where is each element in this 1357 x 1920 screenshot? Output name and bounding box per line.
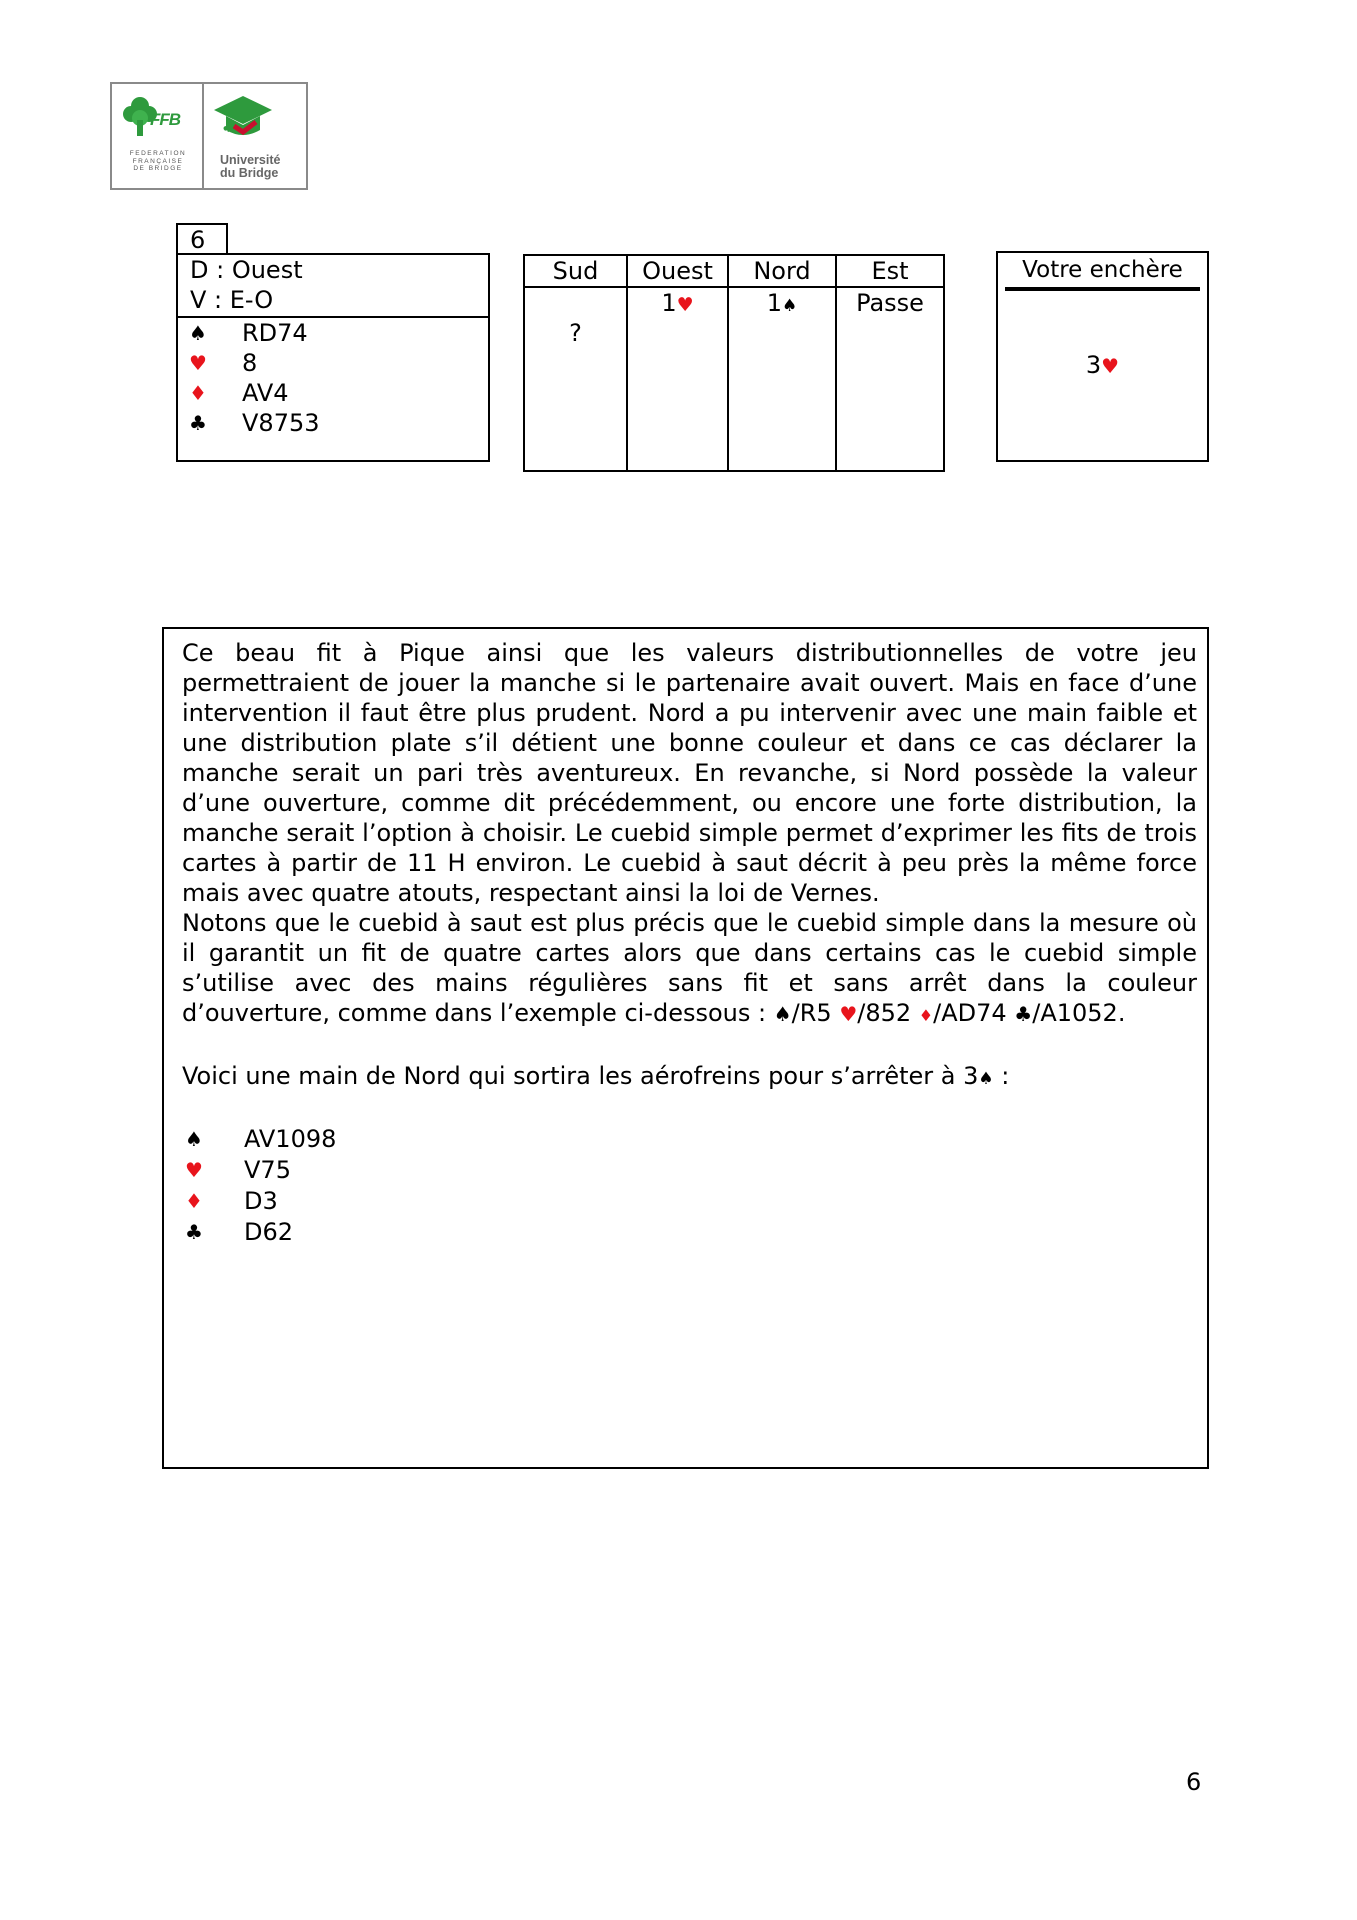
north-spade-cards: AV1098 [244,1125,337,1153]
page-number: 6 [1186,1768,1202,1796]
north-club-cards: D62 [244,1218,294,1246]
commentary-paragraph-2 [182,908,1197,1031]
club-icon: ♣ [189,411,207,435]
club-cards: V8753 [242,409,320,437]
dealer-label: D : Ouest [190,256,303,284]
commentary-p2-text: Notons que le cuebid à saut est plus précis que le cuebid simple dans la mesure où il garantit un fit de quatre cartes alors que dans certains cas le cuebid simple s’utilise avec des mains régulières sans fit et sans arrêt dans la couleur d’ouverture, comme dans l’exemple ci-dessous : [182,909,1197,1027]
diamond-icon: ♦ [185,1189,203,1213]
logo-divider [202,84,204,188]
north-hand-row [182,1217,1197,1248]
bid-nord-cell [728,287,836,471]
answer-level: 3 [1085,351,1102,379]
club-icon: ♣ [185,1220,203,1244]
answer-underline [1005,287,1200,291]
club-icon: ♣ [1014,1002,1033,1026]
ffb-wordmark: FFB [150,110,181,129]
example-club-cards: /A1052. [1032,999,1126,1027]
ffb-logo [110,82,308,190]
heart-icon: ♥ [185,1158,203,1182]
answer-bid [998,350,1207,381]
bid-ouest-level: 1 [661,289,677,317]
graduation-cap-icon [212,92,274,146]
spade-icon: ♠ [185,1127,203,1151]
answer-title: Votre enchère [1022,257,1183,283]
north-hand-row [182,1124,1197,1155]
north-hand-row [182,1155,1197,1186]
diamond-icon: ♦ [918,1006,934,1025]
deal-divider [178,316,488,318]
commentary-p3-end: : [993,1062,1010,1090]
auction-table [523,254,945,472]
spade-icon: ♠ [978,1069,994,1089]
north-heart-cards: V75 [244,1156,291,1184]
header-ouest: Ouest [627,255,728,287]
header-sud: Sud [524,255,627,287]
commentary-p3-text: Voici une main de Nord qui sortira les aérofreins pour s’arrêter à 3 [182,1062,979,1090]
bid-ouest-cell [627,287,728,471]
heart-icon: ♥ [839,1002,858,1026]
deal-number: 6 [176,223,228,255]
commentary-paragraph-3 [182,1061,1197,1094]
bid-nord-level: 1 [766,289,783,317]
north-hand [182,1124,1197,1248]
spade-icon: ♠ [773,1002,792,1026]
bid-est-cell [836,287,944,471]
heart-cards: 8 [242,349,258,377]
north-diamond-cards: D3 [244,1187,278,1215]
answer-box [996,251,1209,462]
header-nord: Nord [728,255,836,287]
universite-label: Université du Bridge [220,153,281,180]
header-est: Est [836,255,944,287]
auction-header-row [524,255,944,287]
diamond-cards: AV4 [242,379,289,407]
commentary-box [162,627,1209,1469]
federation-label: FEDERATION FRANÇAISE DE BRIDGE [129,150,187,172]
heart-icon: ♥ [676,294,694,316]
example-heart-cards: /852 [857,999,919,1027]
spade-cards: RD74 [242,319,308,347]
heart-icon: ♥ [1101,354,1120,378]
example-diamond-cards: /AD74 [933,999,1015,1027]
heart-icon: ♥ [189,351,207,375]
commentary-paragraph-1: Ce beau fit à Pique ainsi que les valeurs distributionnelles de votre jeu permettraient de jouer la manche si le partenaire avait ouvert. Mais en face d’une intervention il faut être plus prudent. Nord a pu intervenir avec une main faible et une distribution plate s’il détient une bonne couleur et dans ce cas déclarer la manche serait un pari très aventureux. En revanche, si Nord possède la valeur d’une ouverture, comme dit précédemment, ou encore une forte distribution, la manche serait l’option à choisir. Le cuebid simple permet d’exprimer les fits de trois cartes à partir de 11 H environ. Le cuebid à saut décrit à peu près la même force mais avec quatre atouts, respectant ainsi la loi de Vernes. [182,639,1197,907]
north-hand-row [182,1186,1197,1217]
diamond-icon: ♦ [189,381,207,405]
spade-icon: ♠ [782,296,798,316]
vulnerability-label: V : E-O [190,286,274,314]
spade-icon: ♠ [189,321,207,345]
svg-text:♣: ♣ [222,120,235,136]
deal-box [176,253,490,462]
bid-est: Passe [856,289,924,317]
bid-sud: ? [569,319,582,347]
auction-bid-row [524,287,944,471]
bid-sud-cell [524,287,627,471]
example-spade-cards: /R5 [791,999,840,1027]
